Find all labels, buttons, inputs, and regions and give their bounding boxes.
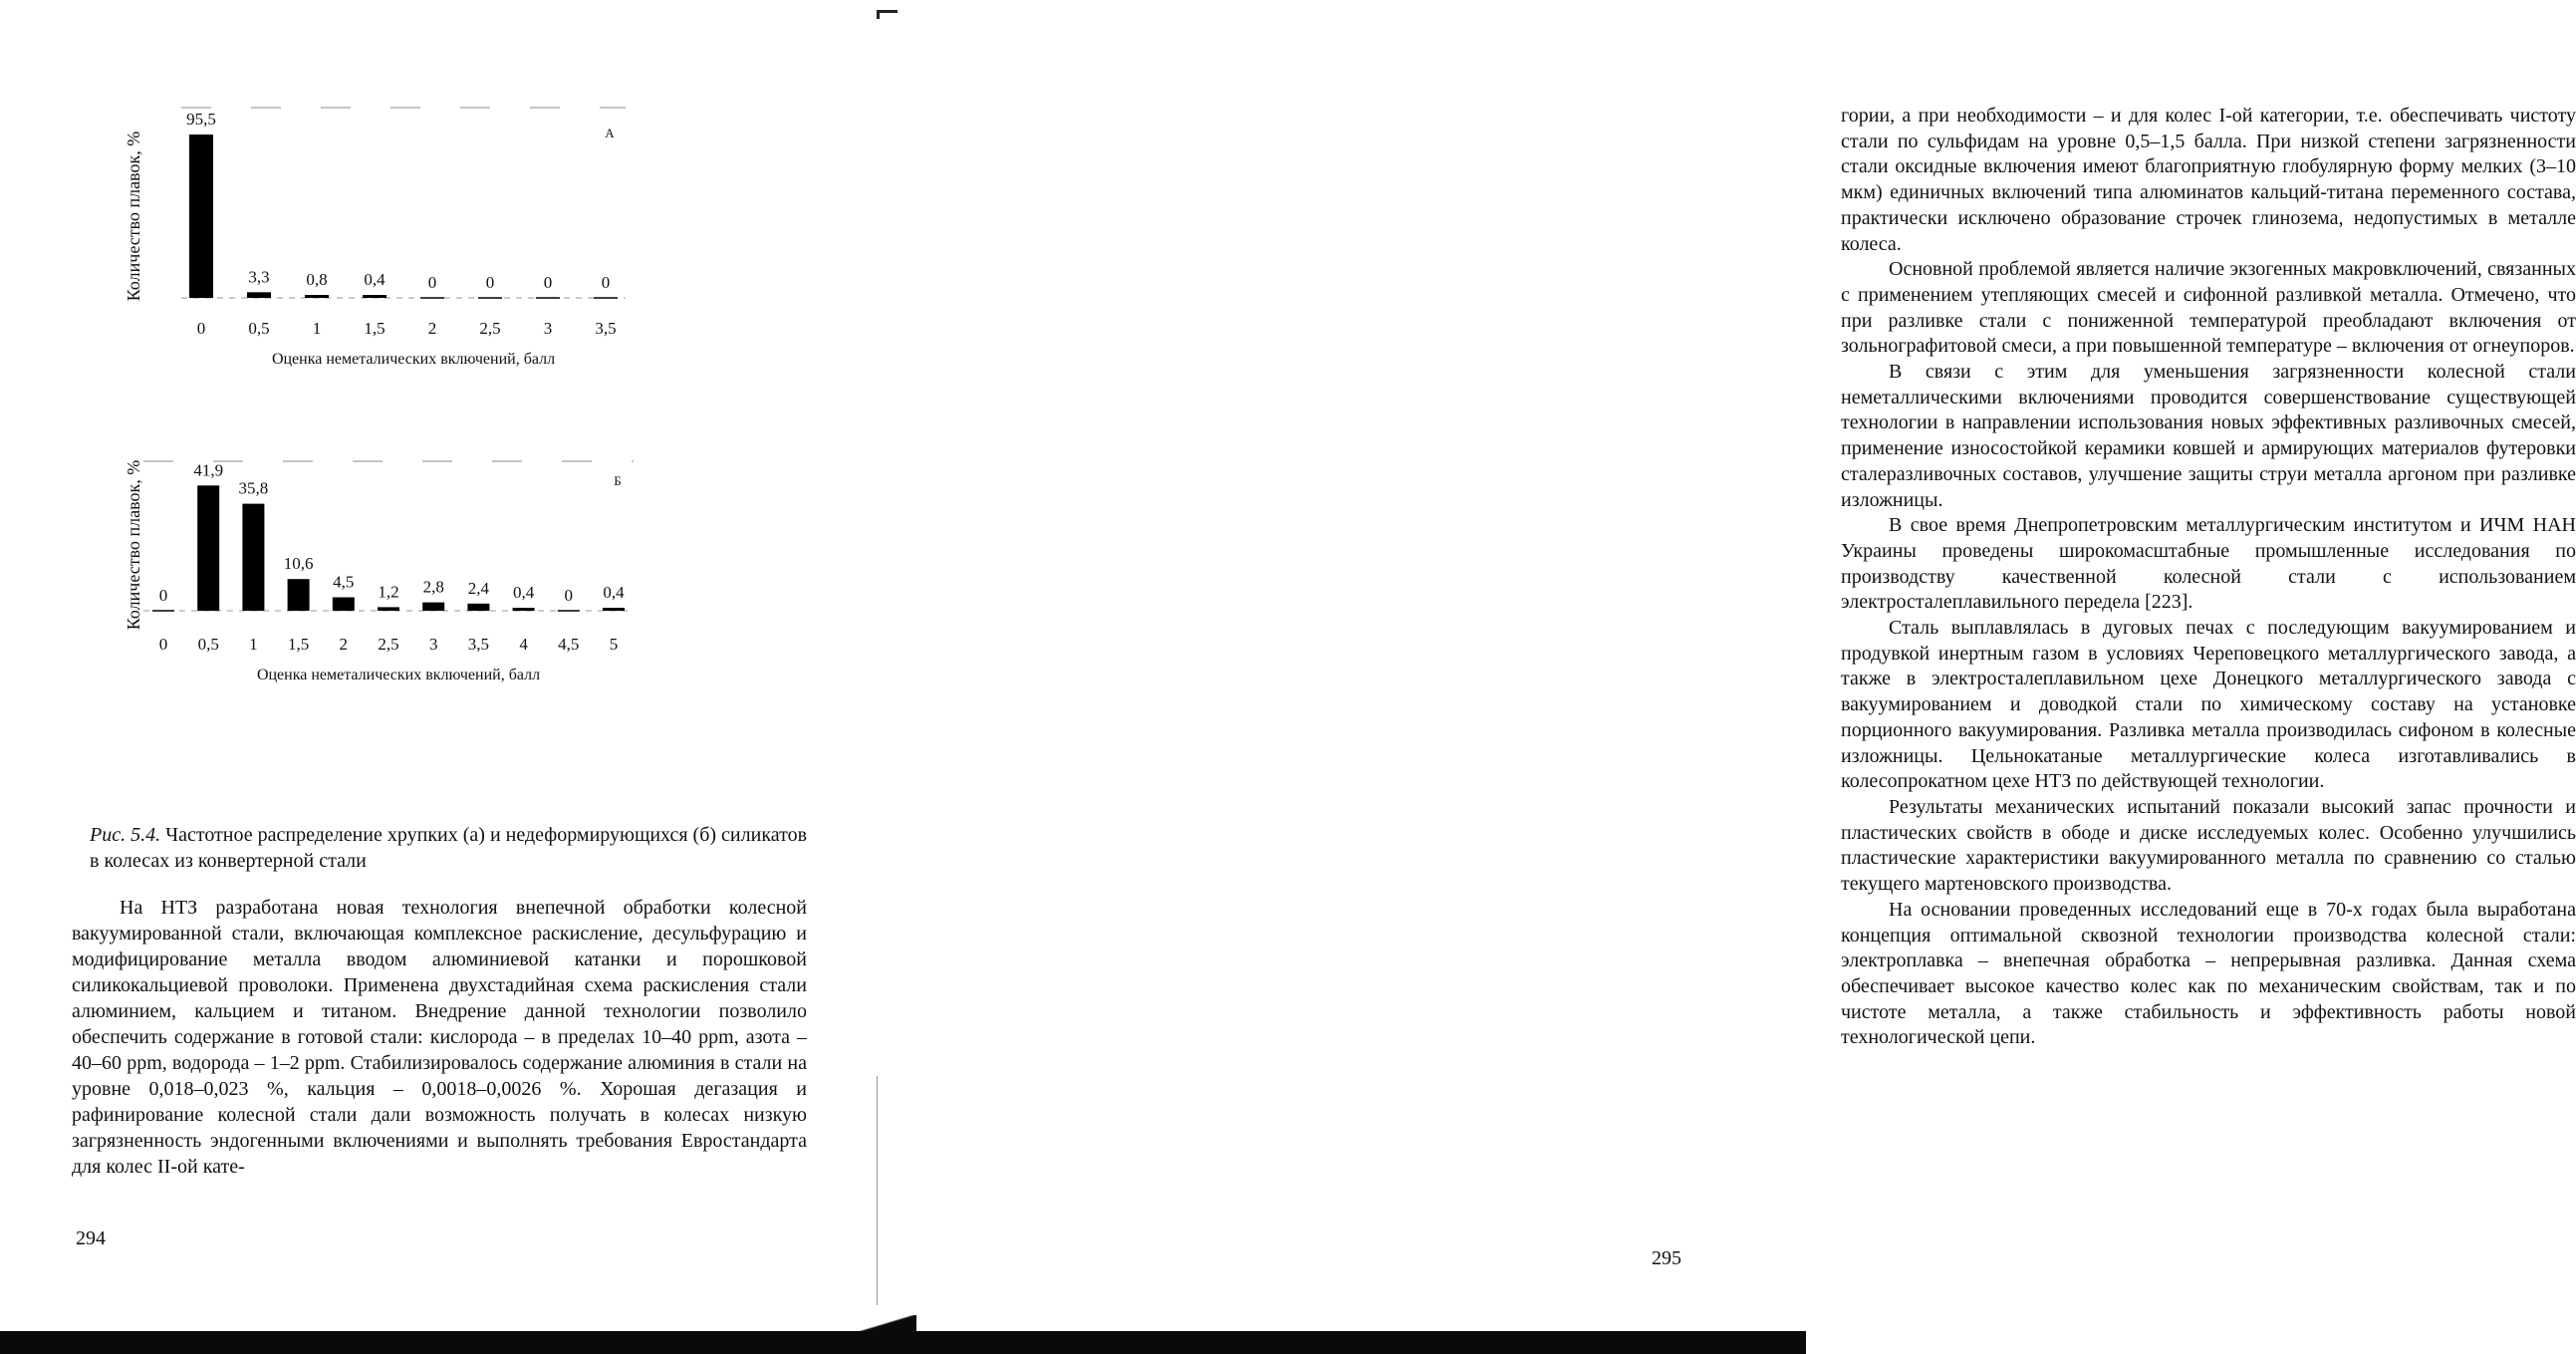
bar xyxy=(305,295,329,298)
bar-value-label: 95,5 xyxy=(186,110,216,129)
right-paragraph-6: Результаты механических испытаний показали высокий запас прочности и пластических свойств в ободе и диске исследуемых колес. Особенно улучшились пластические характеристики вакуумированного металла по сравнению со сталью текущего мартеновского производства. xyxy=(1841,795,2576,896)
bar-value-label: 2,4 xyxy=(467,578,490,598)
bar xyxy=(333,598,355,612)
bar xyxy=(288,579,310,611)
x-tick-label: 3,5 xyxy=(467,635,490,654)
panel-letter: Б xyxy=(614,473,622,488)
gutter-line xyxy=(877,1076,878,1305)
x-tick-label: 2 xyxy=(339,635,349,654)
bar-value-label: 35,8 xyxy=(238,478,269,498)
x-tick-label: 0,5 xyxy=(248,319,270,338)
bar-value-label: 10,6 xyxy=(283,554,314,574)
bar xyxy=(378,607,399,611)
y-axis-label: Количество плавок, % xyxy=(124,131,143,302)
bar xyxy=(363,295,386,298)
bar xyxy=(197,485,219,611)
bar-value-label: 0 xyxy=(485,273,495,292)
bar xyxy=(189,135,213,298)
right-paragraph-2: Основной проблемой является наличие экзогенных макровключений, связанных с применением утепляющих смесей и сифонной разливкой металла. Отмечено, что при разливке стали с пониженной температурой преобладают включения от зольнографитовой смеси, а при повышенной температуре – включения от огнеупоров. xyxy=(1841,258,2576,358)
x-tick-label: 1,5 xyxy=(364,319,386,338)
bar-value-label: 4,5 xyxy=(333,572,355,592)
x-tick-label: 2,5 xyxy=(479,319,501,338)
bar-value-label: 0,4 xyxy=(364,270,386,289)
x-tick-label: 1,5 xyxy=(287,635,310,654)
x-tick-label: 0 xyxy=(196,319,206,338)
bar-value-label: 0 xyxy=(543,273,553,292)
left-paragraph: На НТЗ разработана новая технология внепечной обработки колесной вакуумированной стали, включающая комплексное раскисление, десульфурацию и модифицирование металла вводом алюминиевой катанки и порошковой силикокальциевой проволоки. Применена двухстадийная схема раскисления стали алюминием, кальцием и титаном. Внедрение данной технологии позволило обеспечить содержание в готовой стали: кислорода – в пределах 10–40 ppm, азота – 40–60 ppm, водорода – 1–2 ppm. Стабилизировалось содержание алюминия в стали на уровне 0,018–0,023 %, кальция – 0,0018–0,0026 %. Хорошая дегазация и рафинирование колесной стали дали возможность получать в колесах низкую загрязненность эндогенными включениями и выполнять требования Евростандарта для колес II-ой кате- xyxy=(72,897,807,1178)
chart-panel-a xyxy=(124,100,727,428)
scan-bottom-edge xyxy=(0,1331,1806,1354)
bar xyxy=(467,604,489,611)
figure-caption-text: Частотное распределение хрупких (а) и недеформирующихся (б) силикатов в колесах из конвертерной стали xyxy=(90,824,808,872)
x-tick-label: 5 xyxy=(609,635,619,654)
right-paragraph-4: В свое время Днепропетровским металлургическим институтом и ИЧМ НАН Украины проведены широкомасштабные промышленные исследования по производству качественной колесной стали с использованием электросталеплавильного передела [223]. xyxy=(1841,514,2576,614)
left-body-text xyxy=(72,895,807,1180)
page-number-right: 295 xyxy=(1652,1247,1681,1269)
y-axis-label: Количество плавок, % xyxy=(124,459,143,631)
right-page xyxy=(877,0,2576,1354)
x-tick-label: 1 xyxy=(312,319,322,338)
right-body-text xyxy=(1841,104,2576,1051)
x-axis-label: Оценка неметалических включений, балл xyxy=(271,351,556,368)
x-tick-label: 3,5 xyxy=(595,319,617,338)
bar-value-label: 0 xyxy=(564,586,574,605)
page-number-left: 294 xyxy=(76,1227,106,1249)
bar-value-label: 0 xyxy=(601,273,611,292)
x-tick-label: 1 xyxy=(249,635,258,654)
figure-label: Рис. 5.4. xyxy=(90,824,161,846)
figure-caption xyxy=(90,822,807,874)
bar xyxy=(247,292,271,298)
bar-value-label: 1,2 xyxy=(378,582,399,602)
x-tick-label: 2,5 xyxy=(378,635,399,654)
chart-panel-b xyxy=(124,453,747,792)
bar xyxy=(422,603,444,611)
x-tick-label: 4 xyxy=(519,635,528,654)
bar-value-label: 2,8 xyxy=(422,577,444,597)
bar xyxy=(603,608,625,611)
bar-value-label: 0,8 xyxy=(306,270,328,289)
right-paragraph-5: Сталь выплавлялась в дуговых печах с последующим вакуумированием и продувкой инертным газом в условиях Череповецкого металлургического завода, а также в электросталеплавильном цехе Донецкого металлургического завода с вакуумированием и доводкой стали по химическому составу на установке порционного вакуумирования. Разливка металла производилась сифоном в колесные изложницы. Цельнокатаные металлургические колеса изготавливались в колесопрокатном цехе НТЗ по действующей технологии. xyxy=(1841,617,2576,793)
chart-b-svg xyxy=(124,453,747,792)
bar-value-label: 0 xyxy=(158,586,168,605)
bar xyxy=(513,608,535,611)
x-tick-label: 3 xyxy=(543,319,553,338)
chart-a-svg xyxy=(124,100,727,428)
right-paragraph-3: В связи с этим для уменьшения загрязненности колесной стали неметаллическими включениями проводится совершенствование существующей технологии в направлении использования новых эффективных разливочных смесей, применение износостойкой керамики ковшей и армирующих материалов футеровки сталеразливочных составов, улучшение защиты струи металла аргоном при разливке изложницы. xyxy=(1841,361,2576,511)
bar-value-label: 41,9 xyxy=(193,460,224,480)
x-tick-label: 0 xyxy=(158,635,168,654)
bar-value-label: 0,4 xyxy=(512,583,535,602)
x-tick-label: 3 xyxy=(428,635,438,654)
x-tick-label: 0,5 xyxy=(197,635,219,654)
bar-value-label: 3,3 xyxy=(248,267,270,287)
bar xyxy=(242,504,264,611)
x-tick-label: 2 xyxy=(427,319,437,338)
crop-mark xyxy=(877,10,898,19)
x-tick-label: 4,5 xyxy=(558,635,580,654)
left-page xyxy=(0,0,877,1354)
bar-value-label: 0 xyxy=(427,273,437,292)
bar-value-label: 0,4 xyxy=(603,583,625,602)
right-paragraph-1: гории, а при необходимости – и для колес I-ой категории, т.е. обеспечивать чистоту стали по сульфидам на уровне 0,5–1,5 балла. При низкой степени загрязненности стали оксидные включения имеют благоприятную глобулярную форму мелких (3–10 мкм) единичных включений типа алюминатов кальций-титана переменного состава, практически исключено образование строчек глинозема, недопустимых в металле колеса. xyxy=(1841,105,2576,255)
right-paragraph-7: На основании проведенных исследований еще в 70-х годах была выработана концепция оптимальной сквозной технологии производства колесной стали: электроплавка – внепечная обработка – непрерывная разливка. Данная схема обеспечивает высокое качество колес как по механическим свойствам, так и по чистоте металла, а также стабильность и эффективность работы новой технологической цепи. xyxy=(1841,898,2576,1049)
x-axis-label: Оценка неметалических включений, балл xyxy=(256,667,541,683)
panel-letter: А xyxy=(605,126,615,140)
